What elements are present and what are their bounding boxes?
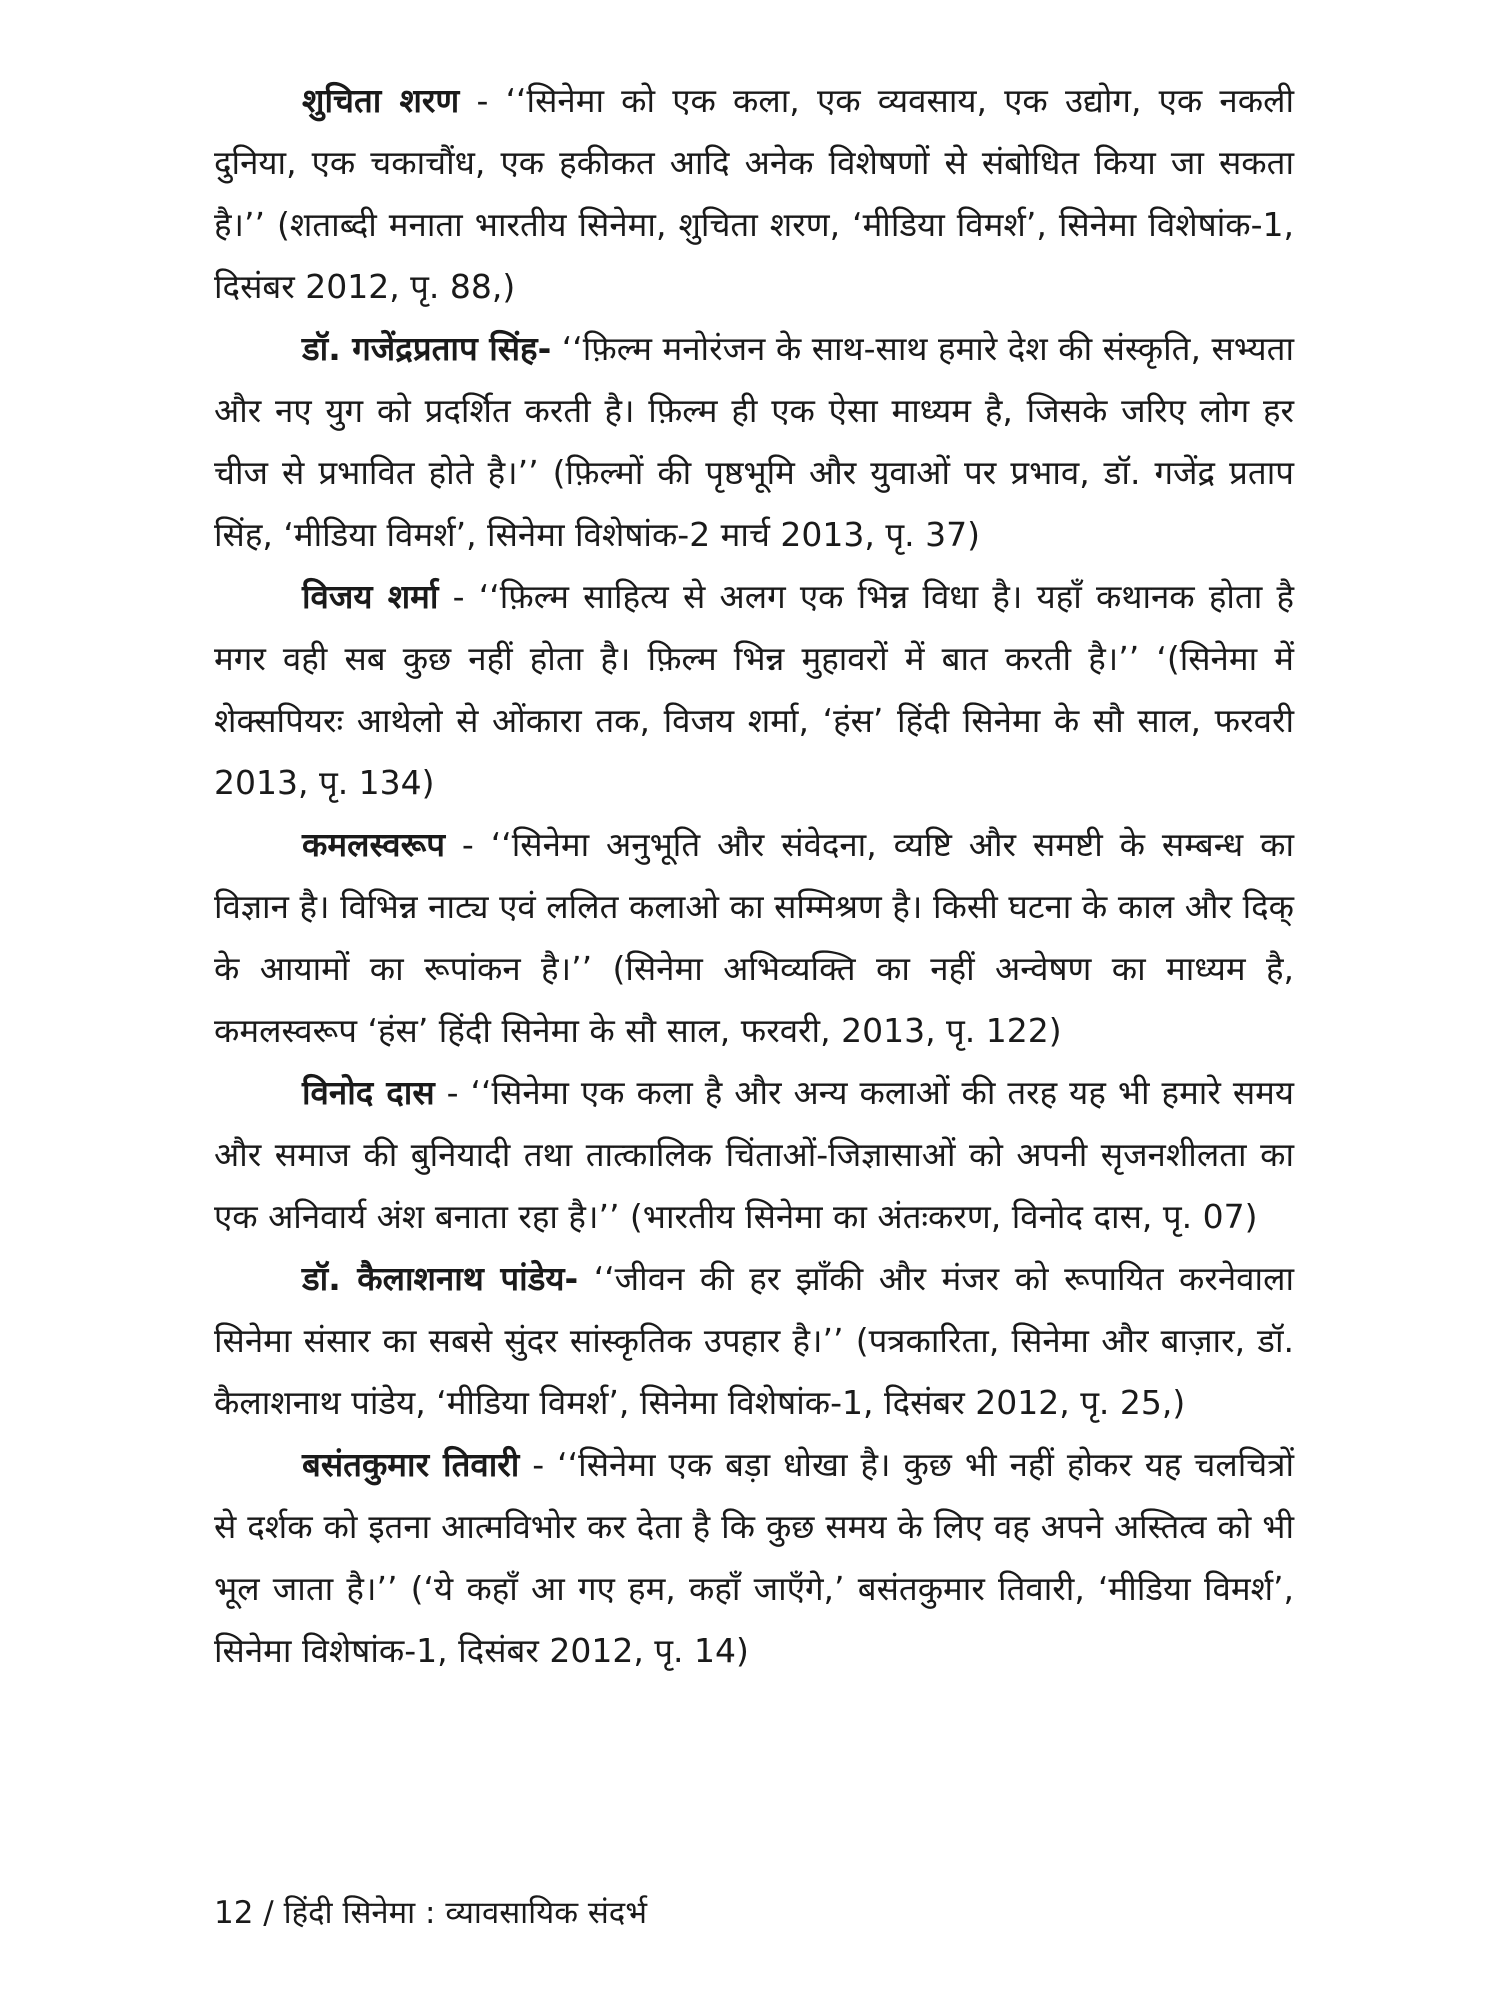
author-separator — [578, 1259, 594, 1298]
quote-text: ‘‘सिनेमा एक बड़ा धोखा है। कुछ भी नहीं होकर यह चलचित्रों से दर्शक को इतना आत्मविभोर कर देता है कि कुछ समय के लिए वह अपने अस्तित्व को भी भूल जाता है।’’ (‘ये कहाँ आ गए हम, कहाँ जाएँगे,’ बसंतकुमार तिवारी, ‘मीडिया विमर्श’, सिनेमा विशेषांक-1, दिसंबर 2012, पृ. 14) — [214, 1445, 1295, 1670]
book-title: हिंदी सिनेमा : व्यावसायिक संदर्भ — [283, 1895, 648, 1931]
author-separator: - — [519, 1445, 558, 1484]
page-number: 12 — [214, 1895, 254, 1931]
quote-entry-kamalswaroop — [214, 814, 1294, 1062]
quote-text: ‘‘फ़िल्म मनोरंजन के साथ-साथ हमारे देश की संस्कृति, सभ्यता और नए युग को प्रदर्शित करती है। फ़िल्म ही एक ऐसा माध्यम है, जिसके जरिए लोग हर चीज से प्रभावित होते है।’’ (फ़िल्मों की पृष्ठभूमि और युवाओं पर प्रभाव, डॉ. गजेंद्र प्रताप सिंह, ‘मीडिया विमर्श’, सिनेमा विशेषांक-2 मार्च 2013, पृ. 37) — [214, 329, 1294, 554]
quote-entry-gajendrapratap-singh — [214, 318, 1294, 566]
quote-text: ‘‘फ़िल्म साहित्य से अलग एक भिन्न विधा है। यहाँ कथानक होता है मगर वही सब कुछ नहीं होता है। फ़िल्म भिन्न मुहावरों में बात करती है।’’ ‘(सिनेमा में शेक्सपियरः आथेलो से ओंकारा तक, विजय शर्मा, ‘हंस’ हिंदी सिनेमा के सौ साल, फरवरी 2013, पृ. 134) — [214, 577, 1295, 802]
author-separator: - — [434, 1073, 471, 1112]
quote-text: ‘‘सिनेमा एक कला है और अन्य कलाओं की तरह यह भी हमारे समय और समाज की बुनियादी तथा तात्कालिक चिंताओं-जिज्ञासाओं को अपनी सृजनशीलता का एक अनिवार्य अंश बनाता रहा है।’’ (भारतीय सिनेमा का अंतःकरण, विनोद दास, पृ. 07) — [214, 1073, 1295, 1236]
quote-text: ‘‘सिनेमा को एक कला, एक व्यवसाय, एक उद्योग, एक नकली दुनिया, एक चकाचौंध, एक हकीकत आदि अनेक विशेषणों से संबोधित किया जा सकता है।’’ (शताब्दी मनाता भारतीय सिनेमा, शुचिता शरण, ‘मीडिया विमर्श’, सिनेमा विशेषांक-1, दिसंबर 2012, पृ. 88,) — [214, 81, 1294, 306]
author-separator: - — [438, 577, 479, 616]
author-separator: - — [445, 825, 491, 864]
author-name: शुचिता शरण — [302, 81, 460, 120]
author-name: डॉ. कैलाशनाथ पांडेय- — [302, 1259, 579, 1298]
page-body — [214, 70, 1294, 1682]
page-footer — [214, 1893, 647, 1933]
quote-entry-vijay-sharma — [214, 566, 1294, 814]
author-name: डॉ. गजेंद्रप्रताप सिंह- — [302, 329, 552, 368]
author-name: कमलस्वरूप — [302, 825, 446, 864]
author-name: विनोद दास — [302, 1073, 435, 1112]
author-separator — [551, 329, 562, 368]
author-name: बसंतकुमार तिवारी — [302, 1445, 520, 1484]
author-name: विजय शर्मा — [302, 577, 439, 616]
quote-entry-vinod-das — [214, 1062, 1294, 1248]
author-separator: - — [459, 81, 506, 120]
quote-text: ‘‘जीवन की हर झाँकी और मंजर को रूपायित करनेवाला सिनेमा संसार का सबसे सुंदर सांस्कृतिक उपहार है।’’ (पत्रकारिता, सिनेमा और बाज़ार, डॉ. कैलाशनाथ पांडेय, ‘मीडिया विमर्श’, सिनेमा विशेषांक-1, दिसंबर 2012, पृ. 25,) — [214, 1259, 1294, 1422]
quote-entry-basantkumar-tiwari — [214, 1434, 1294, 1682]
quote-text: ‘‘सिनेमा अनुभूति और संवेदना, व्यष्टि और समष्टी के सम्बन्ध का विज्ञान है। विभिन्न नाट्य एवं ललित कलाओ का सम्मिश्रण है। किसी घटना के काल और दिक् के आयामों का रूपांकन है।’’ (सिनेमा अभिव्यक्ति का नहीं अन्वेषण का माध्यम है, कमलस्वरूप ‘हंस’ हिंदी सिनेमा के सौ साल, फरवरी, 2013, पृ. 122) — [214, 825, 1294, 1050]
quote-entry-shuchita-sharan — [214, 70, 1294, 318]
quote-entry-kailashnath-pandey — [214, 1248, 1294, 1434]
footer-slash: / — [253, 1895, 284, 1931]
